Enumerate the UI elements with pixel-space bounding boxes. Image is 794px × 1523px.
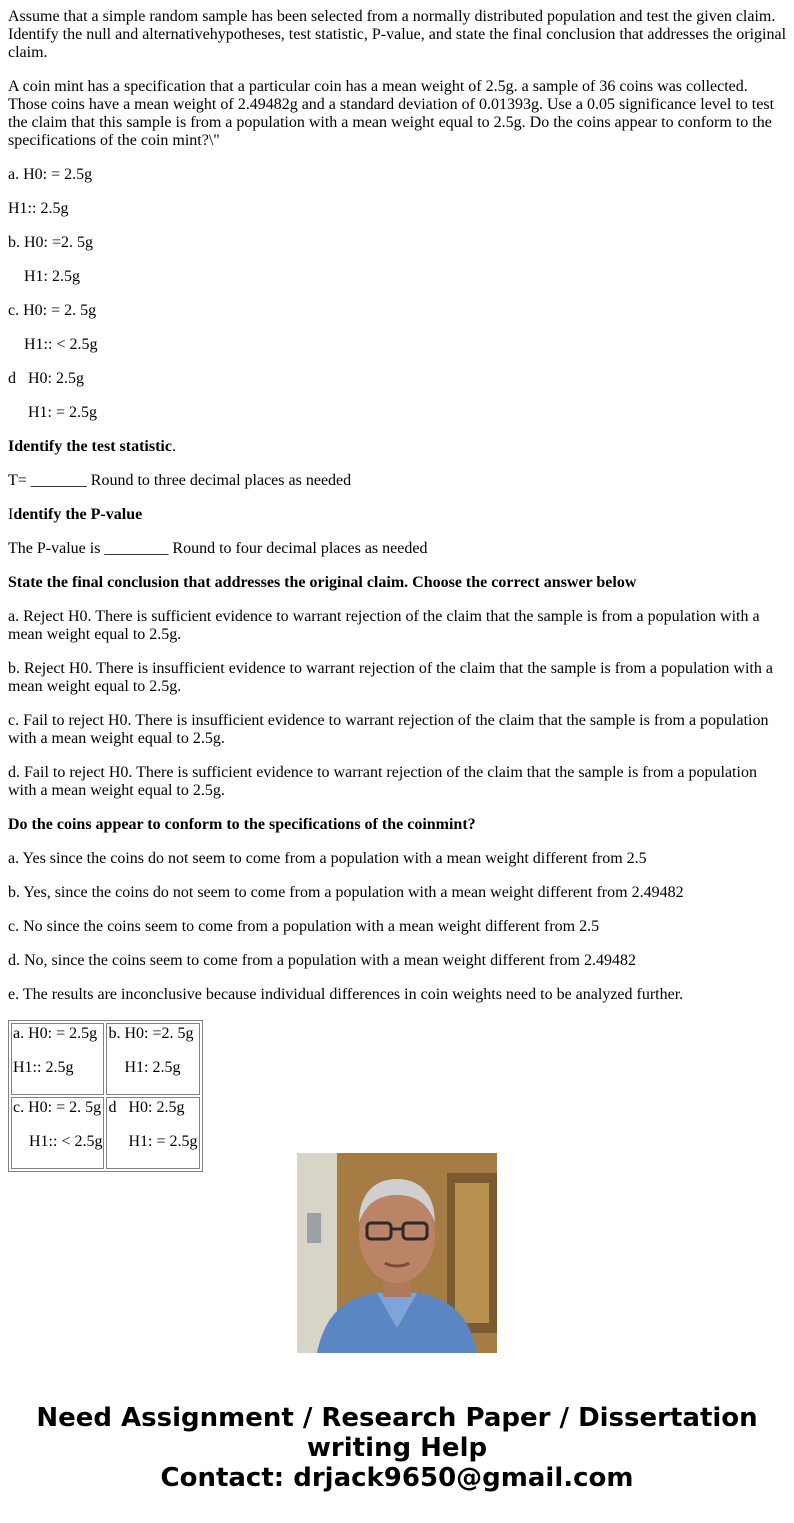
conform-option-d: d. No, since the coins seem to come from a population with a mean weight different from 2.49482 (8, 952, 636, 969)
option-d-h1: H1: = 2.5g (8, 404, 98, 421)
conform-heading: Do the coins appear to conform to the specifications of the coinmint? (8, 816, 476, 833)
option-a-h1: H1:: 2.5g (8, 200, 69, 217)
test-statistic-heading: Identify the test statistic. (8, 438, 176, 455)
table-row (11, 1097, 200, 1169)
help-footer (0, 1403, 794, 1493)
option-b-h0: b. H0: =2. 5g (8, 234, 94, 251)
hypotheses-table-clipped (8, 1020, 199, 1150)
conclusion-option-c: c. Fail to reject H0. There is insufficient evidence to warrant rejection of the claim that the sample is from a population with a mean weight equal to 2.5g. (8, 712, 773, 747)
conclusion-option-a: a. Reject H0. There is sufficient evidence to warrant rejection of the claim that the sample is from a population with a mean weight equal to 2.5g. (8, 608, 764, 643)
problem-paragraph: A coin mint has a specification that a particular coin has a mean weight of 2.5g. a sample of 36 coins was collected. Those coins have a mean weight of 2.49482g and a standard deviation of 0.01393g. Use a 0.05 significance level to test the claim that this sample is from a population with a mean weight equal to 2.5g. Do the coins appear to conform to the specifications of the coin mint?\" (8, 78, 779, 149)
table-row (11, 1023, 200, 1095)
option-b-h1: H1: 2.5g (8, 268, 80, 285)
avatar (297, 1153, 497, 1353)
hypotheses-table (8, 1020, 203, 1172)
table-cell-d: d H0: 2.5g H1: = 2.5g (106, 1097, 199, 1169)
option-d-h0: d H0: 2.5g (8, 370, 84, 387)
test-statistic-line: T= _______ Round to three decimal places as needed (8, 472, 352, 489)
table-cell-b: b. H0: =2. 5g H1: 2.5g (106, 1023, 199, 1095)
table-cell-c: c. H0: = 2. 5g H1:: < 2.5g (11, 1097, 104, 1169)
footer-line-2: writing Help (306, 1433, 488, 1463)
conform-option-c: c. No since the coins seem to come from a population with a mean weight different from 2.5 (8, 918, 600, 935)
intro-paragraph: Assume that a simple random sample has been selected from a normally distributed population and test the given claim. Identify the null and alternativehypotheses, test statistic, P-value, and state the final conclusion that addresses the original claim. (8, 8, 791, 61)
conform-option-a: a. Yes since the coins do not seem to come from a population with a mean weight different from 2.5 (8, 850, 647, 867)
table-cell-a: a. H0: = 2.5g H1:: 2.5g (11, 1023, 104, 1095)
conclusion-option-b: b. Reject H0. There is insufficient evidence to warrant rejection of the claim that the sample is from a population with a mean weight equal to 2.5g. (8, 660, 777, 695)
conclusion-option-d: d. Fail to reject H0. There is sufficient evidence to warrant rejection of the claim that the sample is from a population with a mean weight equal to 2.5g. (8, 764, 761, 799)
option-c-h1: H1:: < 2.5g (8, 336, 98, 353)
conform-option-b: b. Yes, since the coins do not seem to come from a population with a mean weight different from 2.49482 (8, 884, 684, 901)
option-a-h0: a. H0: = 2.5g (8, 166, 93, 183)
p-value-heading: Identify the P-value (8, 506, 143, 523)
option-c-h0: c. H0: = 2. 5g (8, 302, 97, 319)
conclusion-heading: State the final conclusion that addresses the original claim. Choose the correct answer below (8, 574, 637, 591)
p-value-line: The P-value is ________ Round to four decimal places as needed (8, 540, 428, 557)
conform-option-e: e. The results are inconclusive because individual differences in coin weights need to be analyzed further. (8, 986, 684, 1003)
footer-contact: Contact: drjack9650@gmail.com (160, 1463, 634, 1493)
footer-line-1: Need Assignment / Research Paper / Dissertation (36, 1403, 758, 1433)
author-portrait-icon (297, 1153, 497, 1353)
